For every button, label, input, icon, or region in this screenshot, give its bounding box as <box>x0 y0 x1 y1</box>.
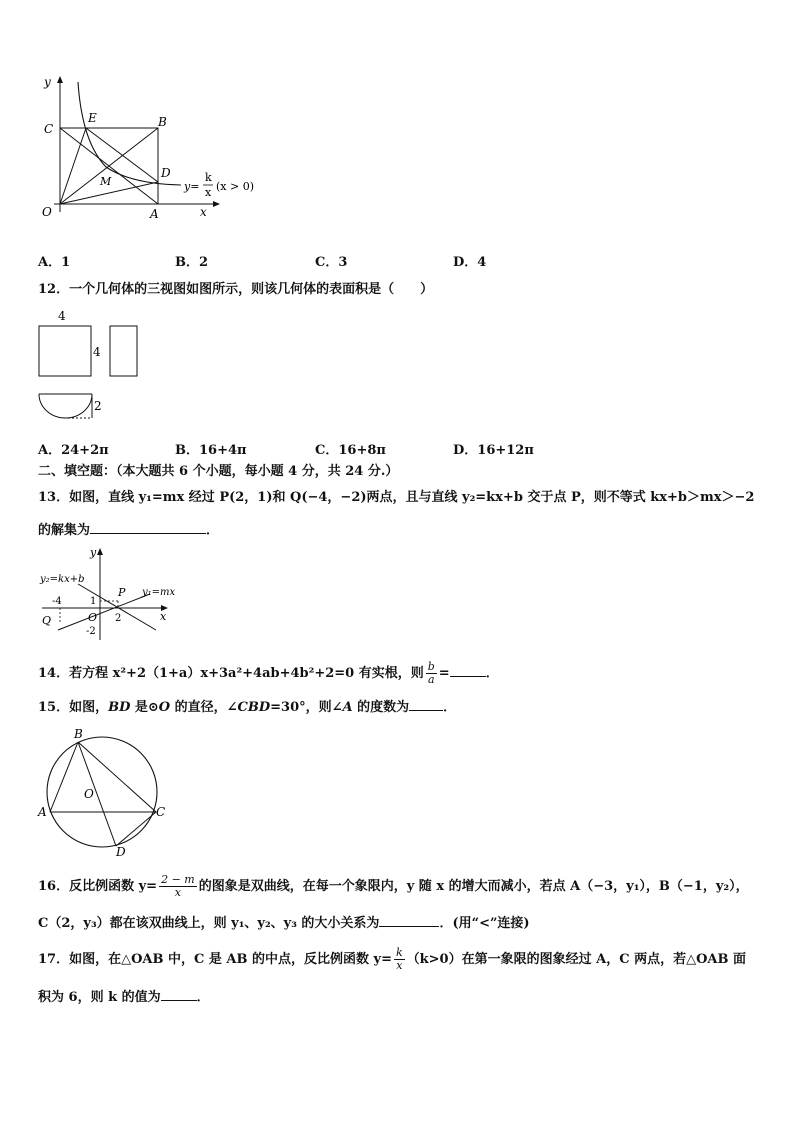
q13-tick-1: 1 <box>90 596 97 607</box>
q11-label-A: A <box>150 207 159 221</box>
q17-answer-blank[interactable] <box>161 988 197 1001</box>
q12-option-c[interactable]: C．16+8π <box>315 443 386 458</box>
q15-A: A <box>342 700 353 715</box>
q11-option-c[interactable]: C．3 <box>315 255 348 270</box>
q13-figure <box>38 544 188 642</box>
q12-option-d[interactable]: D．16+12π <box>453 443 534 458</box>
q12-stem: 12．一个几何体的三视图如图所示，则该几何体的表面积是（ ） <box>38 282 434 297</box>
q15-mid1: 是⊙ <box>130 700 159 715</box>
q11-func-prefix: y= <box>184 180 200 193</box>
q16-prefix: 16．反比例函数 y= <box>38 879 158 894</box>
q17-frac-den: x <box>396 959 403 972</box>
q16-line2 <box>38 914 530 933</box>
q16-frac-num: 2 − m <box>161 873 195 886</box>
q16-line2-suffix: ．(用“<”连接) <box>439 916 530 931</box>
q15-figure <box>36 726 168 860</box>
q11-option-b[interactable]: B．2 <box>175 255 209 270</box>
q12-top-view-arc <box>39 394 92 418</box>
q15-mid4: 的度数为 <box>352 700 410 715</box>
q11-option-a[interactable]: A．1 <box>38 255 71 270</box>
q16-line2-prefix: C（2，y₃）都在该双曲线上，则 y₁、y₂、y₃ 的大小关系为 <box>38 916 380 931</box>
q11-line-OE <box>60 128 86 204</box>
q16-line1-rest: 的图象是双曲线，在每一个象限内，y 随 x 的增大而减小，若点 A（−3，y₁），B（−1，y₂）， <box>198 879 749 894</box>
q13-line1: 13．如图，直线 y₁=mx 经过 P(2，1)和 Q(−4，−2)两点，且与直线 y₂=kx+b 交于点 P，则不等式 kx+b＞mx＞−2 <box>38 490 755 505</box>
q12-front-view <box>39 326 91 376</box>
q17-line2 <box>38 988 210 1007</box>
q15-circle <box>47 737 157 847</box>
section2-title: 二、填空题：（本大题共 6 个小题，每小题 4 分，共 24 分.） <box>38 464 399 479</box>
q12-figure <box>34 308 154 426</box>
q16-answer-blank[interactable] <box>379 914 439 927</box>
q15-text <box>38 698 456 717</box>
q11-label-C: C <box>44 122 54 136</box>
q11-figure <box>36 72 266 224</box>
q15-chord-DC <box>116 812 156 846</box>
q15-BD: BD <box>108 700 131 715</box>
q11-label-B: B <box>158 115 167 129</box>
q11-func-den: x <box>205 186 212 199</box>
q15-end: ． <box>443 700 457 715</box>
q12-label-depth: 2 <box>94 399 102 413</box>
q14-answer-blank[interactable] <box>450 664 486 677</box>
q17-prefix: 17．如图，在△OAB 中，C 是 AB 的中点，反比例函数 y= <box>38 952 392 967</box>
q12-side-view <box>110 326 137 376</box>
q12-option-a[interactable]: A．24+2π <box>38 443 109 458</box>
q17-line1 <box>38 945 746 975</box>
q11-option-d[interactable]: D．4 <box>453 255 487 270</box>
q17-frac-num: k <box>395 946 403 959</box>
q13-label-x: x <box>160 610 167 623</box>
q13-answer-blank[interactable] <box>90 521 206 534</box>
q14-end: ． <box>485 666 499 681</box>
q13-line2 <box>38 521 219 540</box>
q13-tick-2: 2 <box>115 613 122 624</box>
q15-CBD: CBD <box>237 700 271 715</box>
q13-line2-suffix: ． <box>206 523 220 538</box>
q13-tick-neg2: -2 <box>86 626 96 637</box>
q11-y-arrow <box>57 76 63 83</box>
q11-func-num: k <box>205 171 212 184</box>
q14-prefix: 14．若方程 x²+2（1+a）x+3a²+4ab+4b²+2=0 有实根，则 <box>38 666 424 681</box>
q15-label-A: A <box>38 805 47 819</box>
q14-suffix: = <box>438 666 450 681</box>
q11-x-arrow <box>213 201 220 207</box>
q11-label-y: y <box>44 75 51 89</box>
q13-label-P: P <box>118 586 126 599</box>
q12-option-b[interactable]: B．16+4π <box>175 443 247 458</box>
q15-mid3: =30°，则∠ <box>270 700 343 715</box>
q13-label-y2: y₂=kx+b <box>40 574 85 585</box>
q15-label-O: O <box>84 787 94 801</box>
q14-text <box>38 660 499 688</box>
q11-func-cond: (x > 0) <box>216 180 254 193</box>
q13-y-arrow <box>97 548 103 555</box>
q13-label-O: O <box>88 611 98 624</box>
q15-prefix: 15．如图， <box>38 700 109 715</box>
q13-label-y: y <box>90 546 97 559</box>
q13-label-Q: Q <box>42 614 52 627</box>
q15-label-B: B <box>74 727 83 741</box>
q14-frac-den: a <box>427 673 435 686</box>
q11-label-M: M <box>100 175 112 188</box>
q13-line2-prefix: 的解集为 <box>38 523 91 538</box>
q16-line1 <box>38 872 749 902</box>
q11-label-E: E <box>88 111 97 125</box>
q14-frac-num: b <box>427 660 435 673</box>
q17-line2-prefix: 积为 6，则 k 的值为 <box>38 990 161 1005</box>
q13-label-y1: y₁=mx <box>142 587 176 598</box>
q15-answer-blank[interactable] <box>409 698 443 711</box>
q15-O: O <box>158 700 171 715</box>
q15-label-C: C <box>156 805 166 819</box>
q17-line2-suffix: ． <box>196 990 210 1005</box>
q12-label-top-width: 4 <box>58 309 66 323</box>
q14-fraction <box>426 661 437 686</box>
q12-label-side-height: 4 <box>93 345 101 359</box>
q16-fraction <box>159 874 197 899</box>
q15-mid2: 的直径，∠ <box>170 700 238 715</box>
q15-chord-BC <box>78 742 156 812</box>
q15-label-D: D <box>116 845 126 859</box>
q13-tick-neg4: -4 <box>52 596 62 607</box>
q16-frac-den: x <box>174 886 181 899</box>
q17-fraction <box>394 947 405 972</box>
q17-line1-rest: （k>0）在第一象限的图象经过 A，C 两点，若△OAB 面 <box>406 952 747 967</box>
q11-label-x: x <box>200 205 207 219</box>
q11-label-O: O <box>42 205 52 219</box>
q11-label-D: D <box>161 166 171 180</box>
